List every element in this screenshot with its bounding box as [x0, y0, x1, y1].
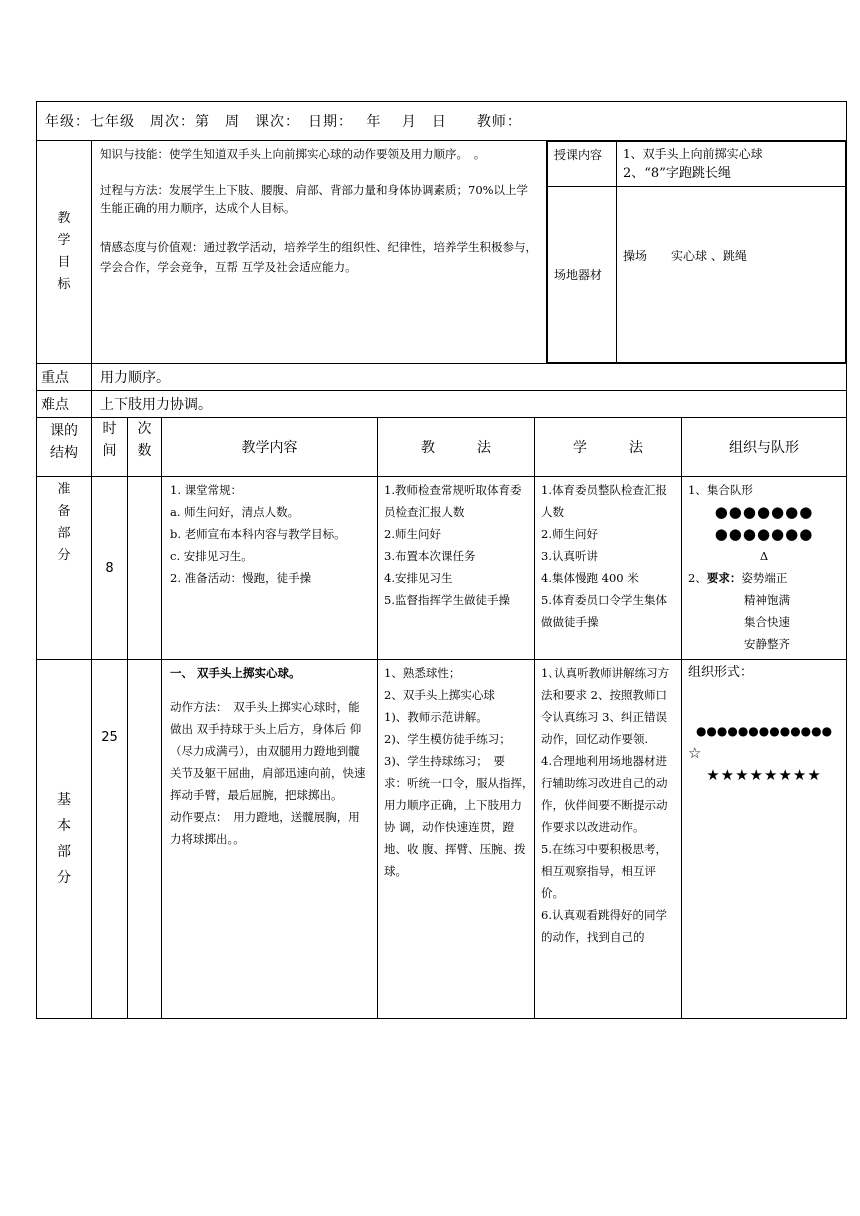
prep-content: [162, 477, 378, 660]
formation-row-1: ●●●●●●●: [714, 503, 814, 521]
basic-time: 25: [92, 660, 128, 1019]
basic-org-title: 组织形式：: [688, 665, 754, 680]
course-info: [547, 141, 847, 364]
formation-stars: ★★★★★★★★: [706, 766, 822, 784]
prep-teach: [378, 477, 535, 660]
basic-teach: [378, 660, 540, 1019]
objectives-label: [37, 141, 92, 364]
col-org: 组织与队形: [682, 418, 847, 477]
prep-learn-line: 2.师生问好: [541, 527, 598, 541]
basic-teach-line: 1、熟悉球性；: [384, 666, 461, 680]
venue-value: 操场 实心球 、跳绳: [623, 248, 747, 263]
basic-learn-line: 1､认真听教师讲解练习方法和要求 2、按照教师口令认真练习 3、纠正错误动作，回忆动作要领.: [541, 666, 670, 746]
objective-knowledge: 知识与技能：使学生知道双手头上向前掷实心球的动作要领及用力顺序。 。: [100, 147, 486, 161]
lesson-plan-table: [36, 101, 847, 1019]
prep-teach-line: 5.监督指挥学生做徒手操: [384, 593, 510, 607]
req-prefix: 2、: [688, 571, 707, 585]
prep-content-line: a. 师生问好，清点人数。: [170, 505, 300, 519]
basic-learn-line: 4.合理地利用场地器材进行辅助练习改进自己的动作，伙伴间要不断提示动作要求以改进动作。: [541, 754, 668, 834]
prep-content-line: b. 老师宣布本科内容与教学目标。: [170, 527, 346, 541]
basic-teach-line: 1)、教师示范讲解。: [384, 710, 488, 724]
basic-learn-line: 6.认真观看跳得好的同学的动作，找到自己的: [541, 908, 667, 944]
prep-requirements: [688, 567, 840, 589]
venue-label: 场地器材: [548, 187, 617, 363]
formation-dots: ●●●●●●●●●●●●●: [695, 724, 833, 738]
difficulty-label: 难点: [37, 391, 92, 418]
prep-org-title: 1、集合队形: [688, 483, 753, 497]
basic-teach-line: 2、双手头上掷实心球: [384, 688, 495, 702]
prep-teach-line: 1.教师检查常规听取体育委员检查汇报人数: [384, 483, 522, 519]
basic-learn-line: 5.在练习中要积极思考，相互观察指导，相互评价。: [541, 842, 667, 900]
col-structure: [37, 418, 92, 477]
req-item: 姿势端正: [741, 571, 788, 585]
prep-content-line: 2. 准备活动：慢跑，徒手操: [170, 571, 312, 585]
col-structure-text: 课的结构: [50, 423, 78, 461]
basic-label-text: 基本部分: [57, 792, 71, 886]
objectives-label-text: 教学目标: [57, 211, 71, 292]
req-label: 要求：: [706, 571, 742, 585]
basic-org: [682, 660, 847, 1019]
prep-learn-line: 3.认真听讲: [541, 549, 598, 563]
basic-title: 一、 双手头上掷实心球。: [170, 666, 301, 680]
objective-process: 过程与方法：发展学生上下肢、腰腹、肩部、背部力量和身体协调素质；70%以上学生能正确的用力顺序，达成个人目标。: [100, 183, 529, 215]
prep-time: 8: [92, 477, 128, 660]
prep-learn-line: 1.体育委员整队检查汇报人数: [541, 483, 667, 519]
req-item: 集合快速: [744, 615, 790, 629]
req-item: 安静整齐: [744, 637, 790, 651]
prep-teach-line: 4.安排见习生: [384, 571, 453, 585]
content-label: 授课内容: [548, 142, 617, 187]
prep-teach-line: 2.师生问好: [384, 527, 441, 541]
content-item-2: 2、“8”字跑跳长绳: [623, 166, 731, 181]
col-learn: 学 法: [535, 418, 682, 477]
col-time: [92, 418, 128, 477]
prep-label: [37, 477, 92, 660]
col-teach: 教 法: [378, 418, 535, 477]
prep-teach-line: 3.布置本次课任务: [384, 549, 476, 563]
basic-count: [128, 660, 162, 1019]
teacher-marker: Δ: [759, 549, 769, 563]
prep-content-line: c. 安排见习生。: [170, 549, 253, 563]
basic-teach-line: 3)、学生持球练习； 要求：听统一口令，服从指挥， 用力顺序正确，上下肢用力协 调，动作快速连贯，蹬地、收 腹、挥臂、压腕、拨球。: [384, 754, 540, 878]
col-time-text: 时间: [102, 421, 117, 459]
formation-row-2: ●●●●●●●: [714, 525, 814, 543]
col-count: [128, 418, 162, 477]
objective-emotion: 情感态度与价值观：通过教学活动，培养学生的组织性、纪律性，培养学生积极参与，学会合作，学会竞争，互帮 互学及社会适应能力。: [100, 240, 537, 274]
basic-content: [162, 660, 378, 1019]
prep-label-text: 准备部分: [57, 482, 71, 563]
basic-teach-line: 2)、学生模仿徒手练习；: [384, 732, 511, 746]
header-row: 年级：七年级 周次：第 周 课次： 日期： 年 月 日 教师：: [37, 102, 847, 141]
basic-method: 动作方法： 双手头上掷实心球时，能做出 双手持球于头上后方，身体后 仰（尽力成满弓），由双腿用力蹬地到髋关节及躯干屈曲，肩部迅速向前，快速挥动手臂，最后屈腕，把球掷出。: [170, 700, 366, 802]
objectives-text: [92, 141, 547, 364]
prep-org: [682, 477, 847, 660]
prep-content-line: 1. 课堂常规：: [170, 483, 243, 497]
col-count-text: 次数: [137, 421, 152, 459]
req-item: 精神饱满: [744, 593, 790, 607]
prep-learn-line: 5.体育委员口令学生集体做做徒手操: [541, 593, 667, 629]
basic-learn: [535, 660, 682, 1019]
teacher-star: ☆: [688, 744, 702, 762]
col-content: 教学内容: [162, 418, 378, 477]
prep-learn: [535, 477, 682, 660]
prep-learn-line: 4.集体慢跑 400 米: [541, 571, 639, 585]
key-point-text: 用力顺序。: [92, 364, 847, 391]
venue-text: [617, 187, 846, 363]
content-item-1: 1、双手头上向前掷实心球: [623, 147, 763, 161]
prep-count: [128, 477, 162, 660]
difficulty-text: 上下肢用力协调。: [92, 391, 847, 418]
basic-keys: 动作要点： 用力蹬地，送髋展胸，用力将球掷出。。: [170, 810, 360, 846]
basic-label: [37, 660, 92, 1019]
key-point-label: 重点: [37, 364, 92, 391]
content-items: [617, 142, 846, 187]
